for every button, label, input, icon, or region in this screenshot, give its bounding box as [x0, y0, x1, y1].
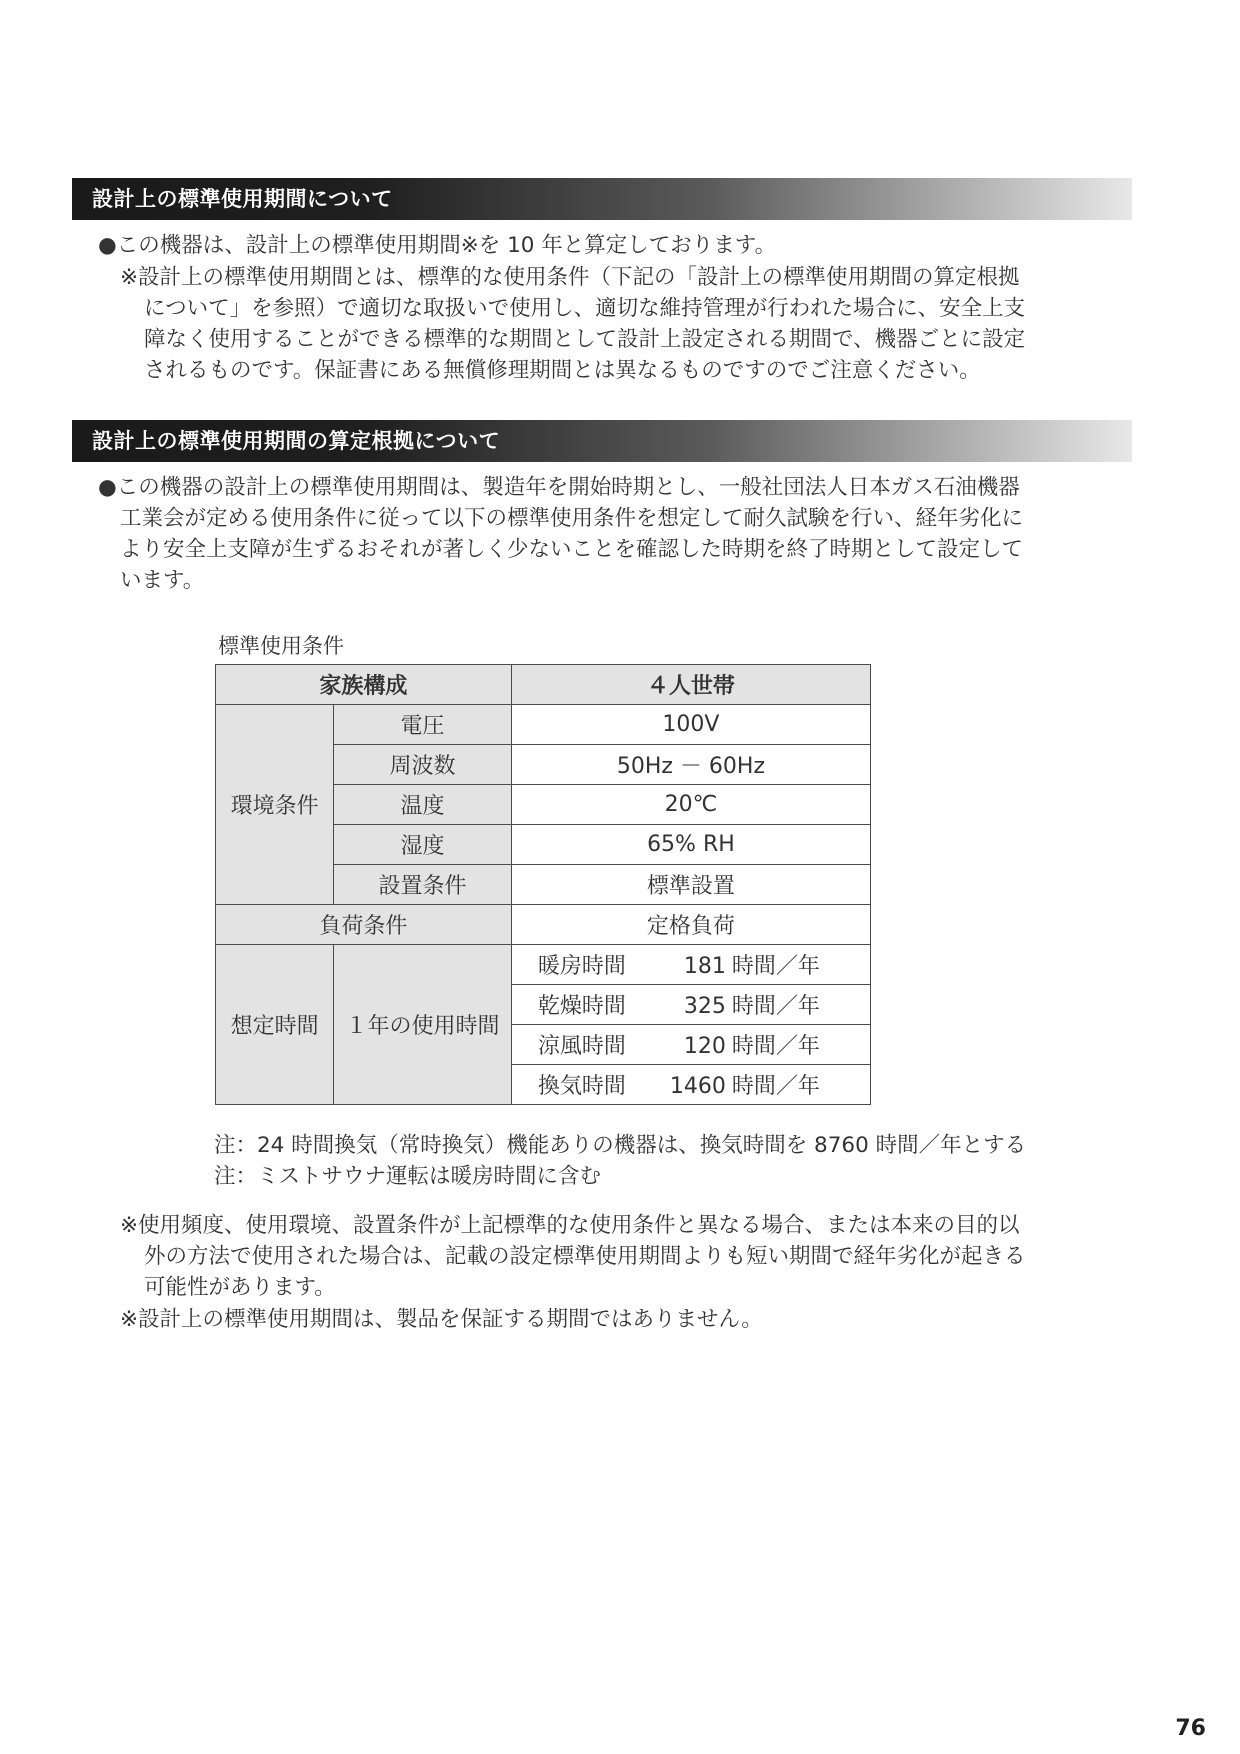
time-group-cell: 想定時間 — [216, 945, 334, 1105]
family-value-cell: ４人世帯 — [511, 665, 870, 705]
table-note-mist-sauna: 注：ミストサウナ運転は暖房時間に含む — [214, 1164, 602, 1189]
table-note-ventilation: 注：24 時間換気（常時換気）機能ありの機器は、換気時間を 8760 時間／年とする — [214, 1133, 1027, 1158]
env-label-cell: 湿度 — [334, 825, 512, 865]
note-line: について」を参照）で適切な取扱いで使用し、適切な維持管理が行われた場合に、安全上支 — [144, 296, 1026, 321]
load-label-cell: 負荷条件 — [216, 905, 512, 945]
time-sub-cell: １年の使用時間 — [334, 945, 512, 1105]
time-unit: 時間／年 — [731, 994, 820, 1019]
paragraph-line: より安全上支障が生ずるおそれが著しく少ないことを確認した時期を終了時期として設定して — [120, 537, 1024, 562]
time-label: 暖房時間 — [537, 954, 626, 979]
time-number: 325 — [683, 994, 726, 1019]
table-row — [216, 945, 871, 985]
footnote-line: ※使用頻度、使用環境、設置条件が上記標準的な使用条件と異なる場合、または本来の目的以 — [120, 1213, 1020, 1238]
time-value-cell — [511, 945, 870, 985]
table-row — [216, 905, 871, 945]
paragraph-line: 工業会が定める使用条件に従って以下の標準使用条件を想定して耐久試験を行い、経年劣化に — [120, 506, 1024, 531]
time-value-cell — [511, 985, 870, 1025]
time-unit: 時間／年 — [731, 1074, 820, 1099]
table-row — [216, 705, 871, 745]
load-value-cell: 定格負荷 — [511, 905, 870, 945]
table-row — [216, 665, 871, 705]
paragraph-line: ●この機器の設計上の標準使用期間は、製造年を開始時期とし、一般社団法人日本ガス石油機器 — [98, 475, 1020, 500]
note-line: されるものです。保証書にある無償修理期間とは異なるものですのでご注意ください。 — [144, 358, 981, 383]
env-value-cell: 100V — [511, 705, 870, 745]
page-number: 76 — [1175, 1716, 1206, 1741]
table-caption: 標準使用条件 — [218, 634, 344, 658]
standard-conditions-table — [215, 664, 871, 1105]
time-number: 120 — [683, 1034, 726, 1059]
env-group-cell: 環境条件 — [216, 705, 334, 905]
time-number: 1460 — [669, 1074, 726, 1099]
time-value-cell — [511, 1025, 870, 1065]
warranty-footnote: ※設計上の標準使用期間は、製品を保証する期間ではありません。 — [120, 1307, 763, 1332]
time-label: 涼風時間 — [537, 1034, 626, 1059]
env-label-cell: 電圧 — [334, 705, 512, 745]
paragraph-line: います。 — [120, 568, 205, 593]
footnote-line: 可能性があります。 — [144, 1275, 336, 1300]
section-heading-calculation-basis: 設計上の標準使用期間の算定根拠について — [72, 420, 1132, 462]
env-value-cell: 50Hz － 60Hz — [511, 745, 870, 785]
time-unit: 時間／年 — [731, 954, 820, 979]
time-label: 乾燥時間 — [537, 994, 626, 1019]
note-line: 障なく使用することができる標準的な期間として設計上設定される期間で、機器ごとに設定 — [144, 327, 1026, 352]
env-value-cell: 65% RH — [511, 825, 870, 865]
note-line: ※設計上の標準使用期間とは、標準的な使用条件（下記の「設計上の標準使用期間の算定根拠 — [120, 265, 1020, 290]
env-label-cell: 設置条件 — [334, 865, 512, 905]
env-label-cell: 周波数 — [334, 745, 512, 785]
time-value-cell — [511, 1065, 870, 1105]
standard-period-statement: ●この機器は、設計上の標準使用期間※を 10 年と算定しております。 — [98, 233, 777, 258]
time-label: 換気時間 — [537, 1074, 626, 1099]
section-heading-standard-period: 設計上の標準使用期間について — [72, 178, 1132, 220]
usage-conditions-footnote — [120, 1210, 1130, 1303]
env-value-cell: 標準設置 — [511, 865, 870, 905]
env-value-cell: 20℃ — [511, 785, 870, 825]
time-unit: 時間／年 — [731, 1034, 820, 1059]
calculation-basis-paragraph — [98, 472, 1138, 596]
env-label-cell: 温度 — [334, 785, 512, 825]
footnote-line: 外の方法で使用された場合は、記載の設定標準使用期間よりも短い期間で経年劣化が起きる — [144, 1244, 1026, 1269]
family-label-cell: 家族構成 — [216, 665, 512, 705]
standard-period-definition-note — [120, 262, 1130, 386]
time-number: 181 — [683, 954, 726, 979]
